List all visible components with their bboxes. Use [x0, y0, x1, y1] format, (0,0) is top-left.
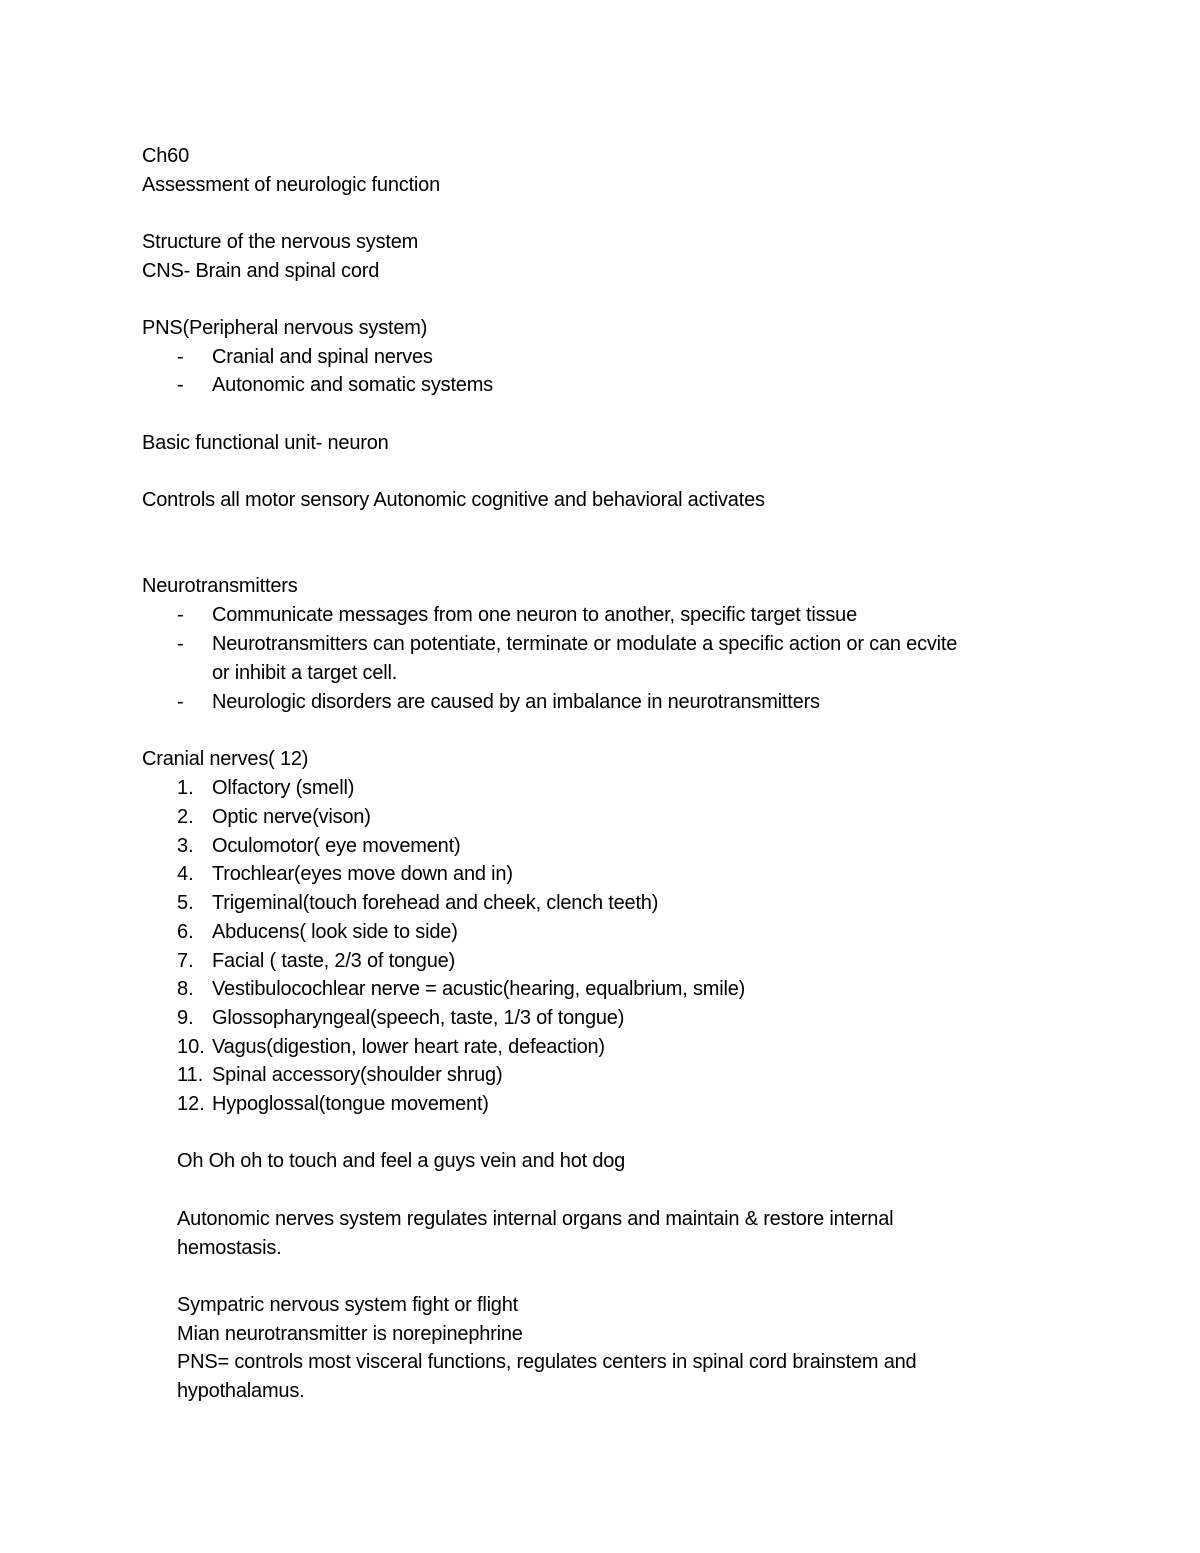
list-number: 2. — [177, 806, 194, 828]
neuro-item: Neurotransmitters can potentiate, terminate or modulate a specific action or can ecvite — [212, 633, 958, 655]
list-item: Trigeminal(touch forehead and cheek, clench teeth) — [212, 892, 659, 914]
cranial-nerves-heading: Cranial nerves( 12) — [142, 748, 309, 770]
bullet-dash: - — [177, 633, 184, 655]
list-item: Olfactory (smell) — [212, 777, 355, 799]
chapter-label: Ch60 — [142, 145, 190, 167]
sympathetic-line: Sympatric nervous system fight or flight — [177, 1294, 519, 1316]
mnemonic-line: Oh Oh oh to touch and feel a guys vein and hot dog — [177, 1150, 626, 1172]
autonomic-line-continued: hemostasis. — [177, 1237, 282, 1259]
neuro-item: Communicate messages from one neuron to another, specific target tissue — [212, 604, 858, 626]
list-number: 5. — [177, 892, 194, 914]
list-number: 6. — [177, 921, 194, 943]
list-number: 8. — [177, 978, 194, 1000]
list-item: Vagus(digestion, lower heart rate, defeaction) — [212, 1036, 605, 1058]
page-title: Assessment of neurologic function — [142, 174, 441, 196]
list-item: Oculomotor( eye movement) — [212, 835, 461, 857]
list-number: 7. — [177, 950, 194, 972]
list-number: 10. — [177, 1036, 205, 1058]
list-item: Trochlear(eyes move down and in) — [212, 863, 513, 885]
pns-item: Cranial and spinal nerves — [212, 346, 433, 368]
pns-functions-line-continued: hypothalamus. — [177, 1380, 305, 1402]
list-item: Hypoglossal(tongue movement) — [212, 1093, 489, 1115]
list-number: 11. — [177, 1064, 204, 1086]
list-number: 4. — [177, 863, 194, 885]
list-item: Facial ( taste, 2/3 of tongue) — [212, 950, 456, 972]
list-number: 9. — [177, 1007, 194, 1029]
list-number: 3. — [177, 835, 194, 857]
list-item: Glossopharyngeal(speech, taste, 1/3 of tongue) — [212, 1007, 625, 1029]
bullet-dash: - — [177, 691, 184, 713]
bullet-dash: - — [177, 604, 184, 626]
list-number: 12. — [177, 1093, 205, 1115]
list-item: Spinal accessory(shoulder shrug) — [212, 1064, 503, 1086]
basic-unit-line: Basic functional unit- neuron — [142, 432, 389, 454]
list-number: 1. — [177, 777, 194, 799]
list-item: Optic nerve(vison) — [212, 806, 371, 828]
structure-heading: Structure of the nervous system — [142, 231, 419, 253]
list-item: Vestibulocochlear nerve = acustic(hearing, equalbrium, smile) — [212, 978, 746, 1000]
list-item: Abducens( look side to side) — [212, 921, 458, 943]
bullet-dash: - — [177, 346, 184, 368]
main-neurotransmitter-line: Mian neurotransmitter is norepinephrine — [177, 1323, 523, 1345]
bullet-dash: - — [177, 374, 184, 396]
pns-functions-line: PNS= controls most visceral functions, regulates centers in spinal cord brainstem and — [177, 1351, 917, 1373]
neuro-item-continued: or inhibit a target cell. — [212, 662, 398, 684]
neurotransmitters-heading: Neurotransmitters — [142, 575, 298, 597]
controls-line: Controls all motor sensory Autonomic cognitive and behavioral activates — [142, 489, 765, 511]
neuro-item: Neurologic disorders are caused by an imbalance in neurotransmitters — [212, 691, 820, 713]
cns-line: CNS- Brain and spinal cord — [142, 260, 380, 282]
pns-item: Autonomic and somatic systems — [212, 374, 493, 396]
pns-heading: PNS(Peripheral nervous system) — [142, 317, 428, 339]
autonomic-line: Autonomic nerves system regulates internal organs and maintain & restore internal — [177, 1208, 894, 1230]
